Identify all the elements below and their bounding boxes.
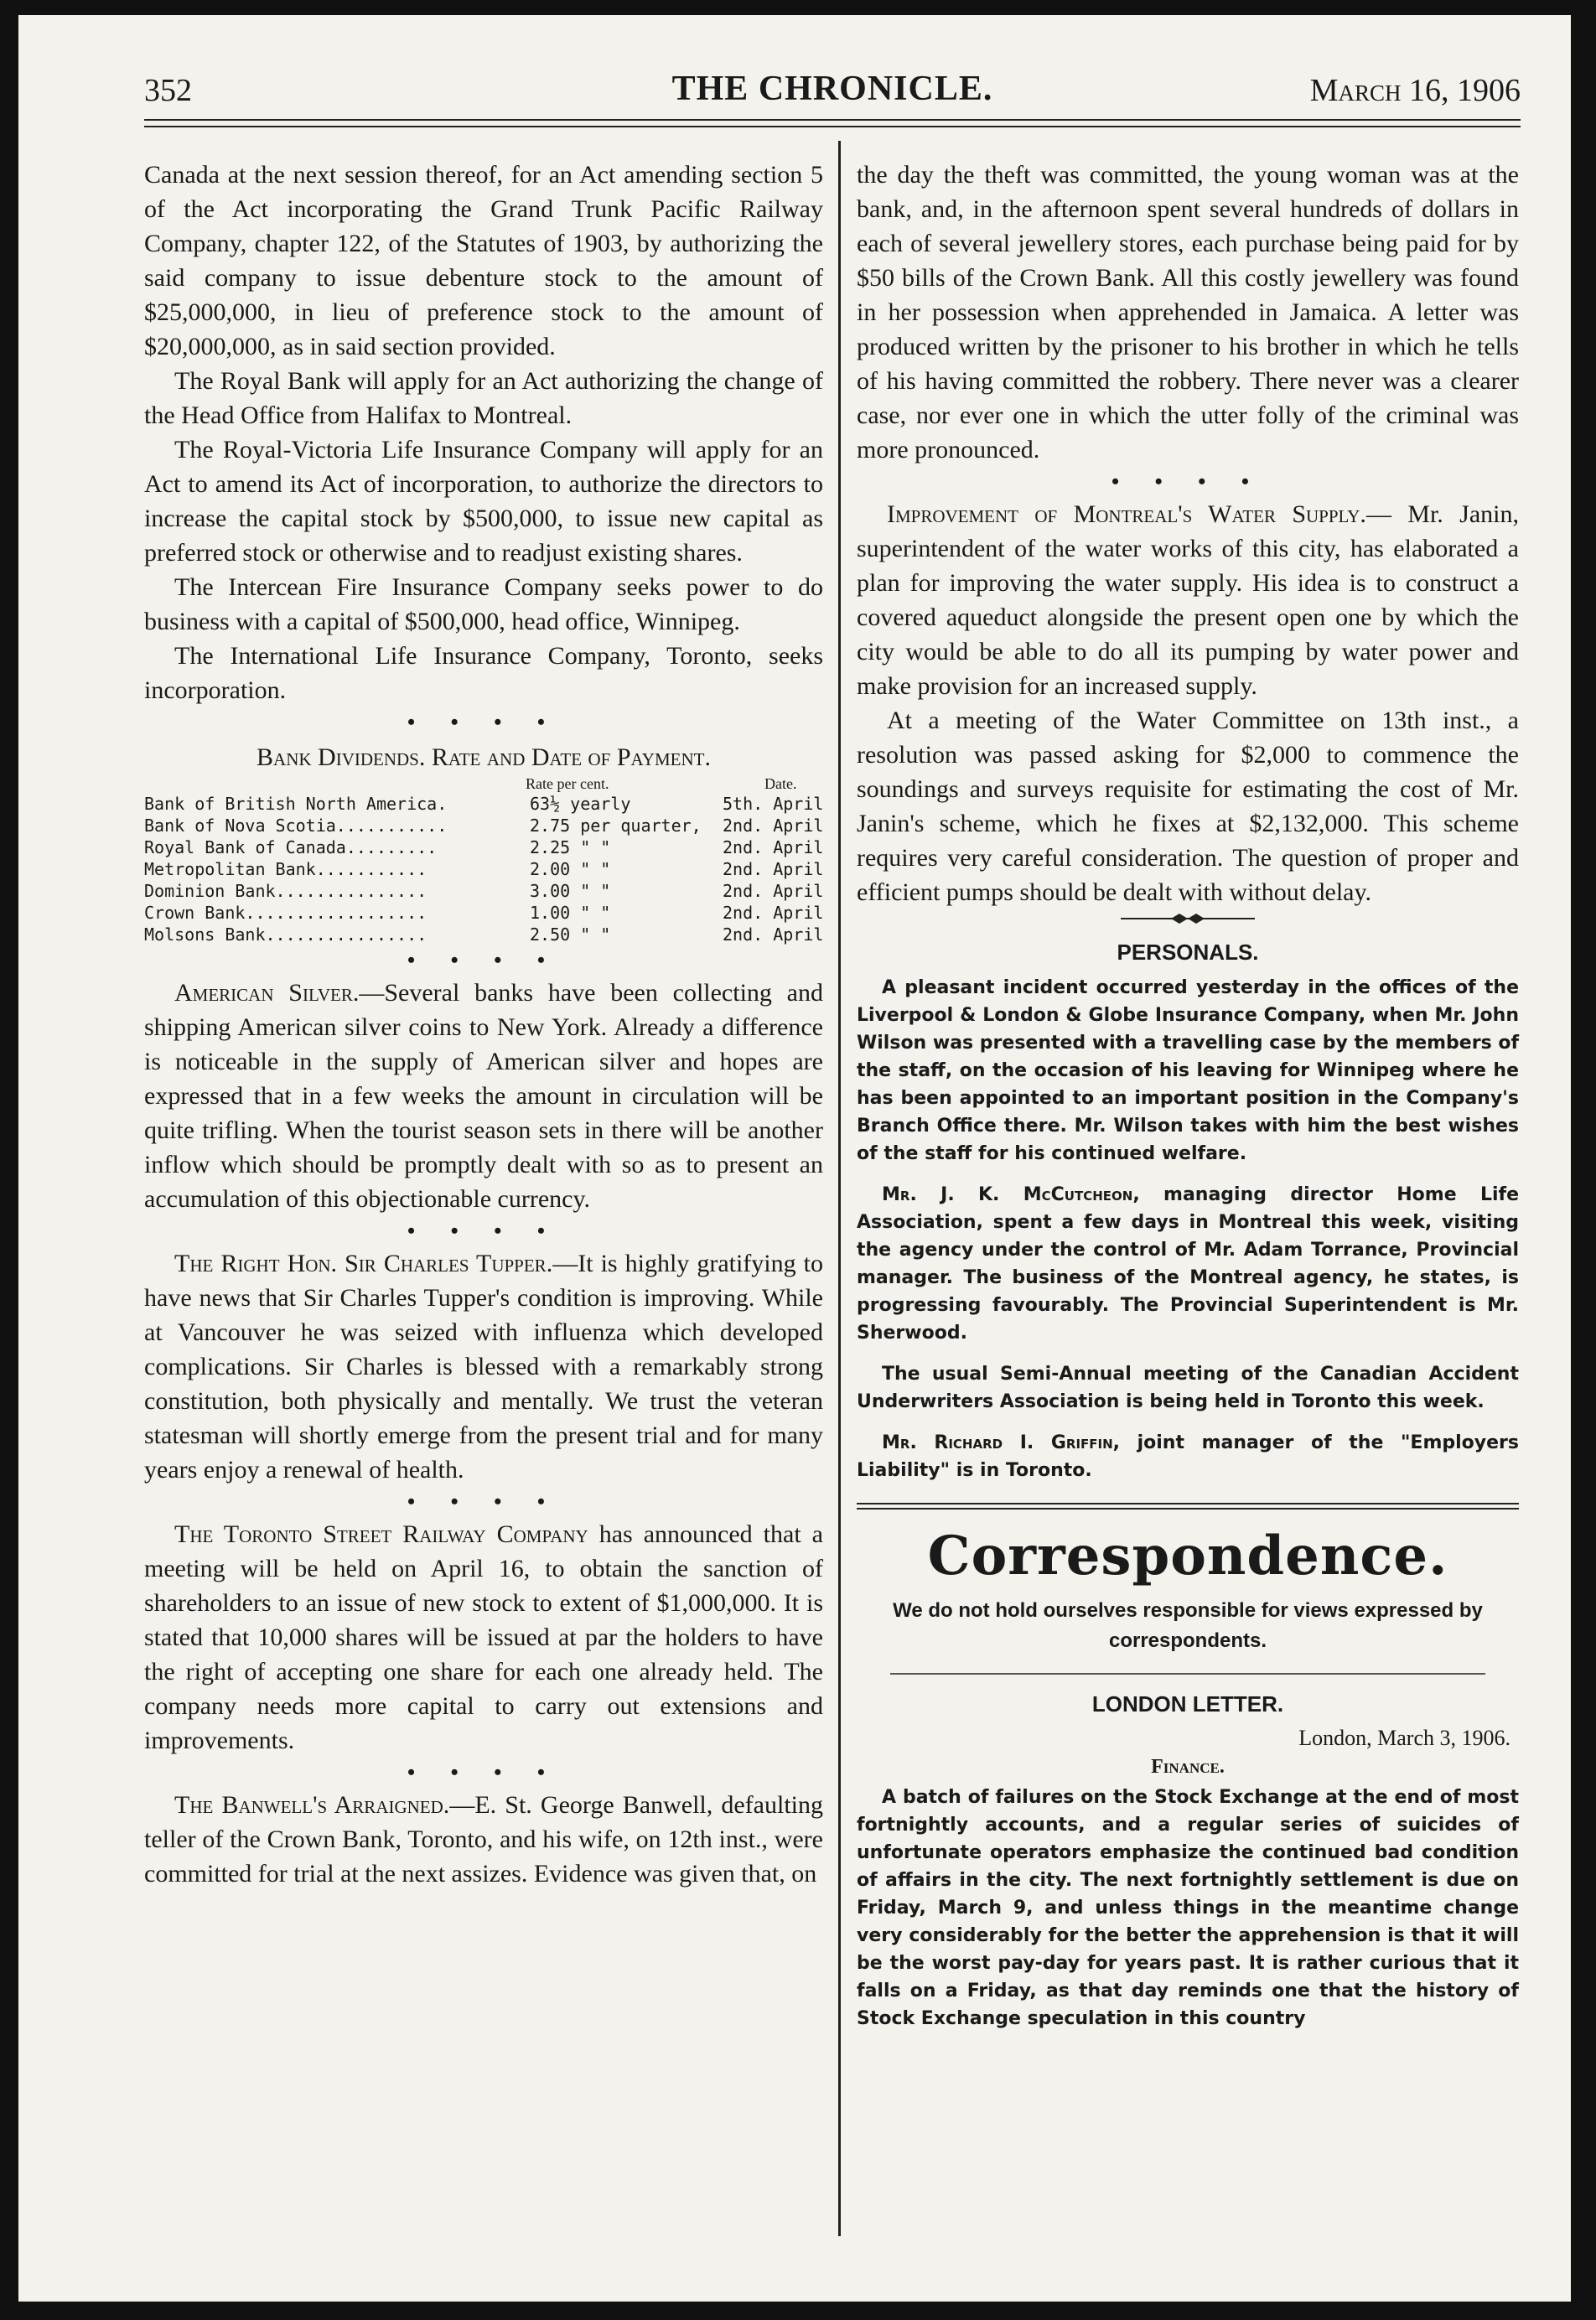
section-separator: • • • • [407, 1219, 560, 1243]
article-body: —Several banks have been collecting and shipping American silver coins to New York. Already a difference is noticeable in the supply of American silver and hopes are expressed that in a few weeks the amount in circulation will be quite trifling. When the tourist season sets in there will be another inflow which should be promptly dealt with so as to present an accumulation of this objectionable currency. [144, 979, 823, 1213]
issue-date: March 16, 1906 [1309, 73, 1521, 108]
bank-name: Molsons Bank................ [144, 924, 428, 945]
section-rule [890, 1673, 1485, 1675]
article-heading: The Right Hon. Sir Charles Tupper. [174, 1250, 553, 1277]
section-separator: • • • • [1112, 469, 1264, 494]
bank-name: Metropolitan Bank........... [144, 859, 428, 879]
article-heading: American Silver. [174, 979, 360, 1007]
section-separator: • • • • [407, 1489, 560, 1514]
table-row [144, 924, 823, 945]
personal-item [857, 1181, 1519, 1347]
personal-item [857, 1429, 1519, 1484]
article-paragraph: Canada at the next session thereof, for an Act amending section 5 of the Act incorporating the Grand Trunk Pacific Railway Company, chapter 122, of the Statutes of 1903, by authorizing the said company to issue debenture stock to the amount of $25,000,000, in lieu of preference stock to the amount of $20,000,000, as in said section provided. [144, 161, 823, 360]
london-letter-heading: LONDON LETTER. [1091, 1691, 1284, 1717]
article-body: — Mr. Janin, superintendent of the water works of this city, has elaborated a plan for improving the water supply. His idea is to construct a covered aqueduct alongside the present open one by which the city would be able to do all its pumping by water power and make provision for an increased supply. [857, 500, 1520, 700]
bank-name: Crown Bank.................. [144, 903, 428, 923]
bank-name: Bank of Nova Scotia........... [144, 816, 448, 836]
payment-date: 2nd. April [723, 903, 824, 923]
article-paragraph: At a meeting of the Water Committee on 13th inst., a resolution was passed asking for $2,000 to commence the soundings and surveys requisite for estimating the cost of Mr. Janin's scheme, which he fixes at $2,132,000. This scheme requires very careful consideration. The question of proper and efficient pumps should be dealt with without delay. [857, 707, 1519, 906]
article-paragraph: The Royal Bank will apply for an Act authorizing the change of the Head Office from Halifax to Montreal. [144, 367, 823, 429]
london-letter-body: A batch of failures on the Stock Exchange at the end of most fortnightly accounts, and a regular series of suicides of unfortunate operators emphasize the continued bad condition of affairs in the city. The next fortnightly settlement is due on Friday, March 9, and unless things in the meantime change very considerably for the better the apprehension is that it will be the worst pay-day for years past. It is rather curious that it falls on a Friday, as that day reminds one that the history of Stock Exchange speculation in this country [857, 1787, 1519, 2029]
article-tupper [144, 1246, 823, 1487]
article-paragraph: the day the theft was committed, the young woman was at the bank, and, in the afternoon spent several hundreds of dollars in each of several jewellery stores, each purchase being paid for by $50 bills of the Crown Bank. All this costly jewellery was found in her possession when apprehended in Jamaica. A letter was produced written by the prisoner to his brother in which he tells of his having committed the robbery. There never was a clearer case, nor ever one in which the utter folly of the criminal was more pronounced. [857, 161, 1519, 463]
personal-text: joint manager of the "Employers Liability" is in Toronto. [857, 1432, 1519, 1481]
payment-date: 5th. April [723, 794, 824, 814]
payment-date: 2nd. April [723, 859, 824, 879]
person-name: Mr. J. K. McCutcheon, [882, 1184, 1140, 1205]
personals-heading: PERSONALS. [1117, 940, 1259, 965]
table-row [144, 793, 823, 815]
article-body: has announced that a meeting will be held on April 16, to obtain the sanction of shareholders to an issue of new stock to extent of $1,000,000. It is stated that 10,000 shares will be issued at par the holders to have the right of accepting one share for each one already held. The company needs more capital to carry out extensions and improvements. [144, 1520, 823, 1754]
article-heading: Improvement of Montreal's Water Supply. [887, 500, 1366, 528]
article-american-silver [144, 976, 823, 1216]
article-paragraph: The International Life Insurance Company, Toronto, seeks incorporation. [144, 642, 823, 704]
dividends-subheader [144, 774, 823, 793]
article-body: —It is highly gratifying to have news that Sir Charles Tupper's condition is improving. While at Vancouver he was seized with influenza which developed complications. Sir Charles is blessed with a remarkably strong constitution, both physically and mentally. We trust the veteran statesman will shortly emerge from the present trial and for many years enjoy a renewal of health. [144, 1250, 824, 1484]
bank-name: Bank of British North America. [144, 794, 448, 814]
correspondence-title: Correspondence. [927, 1525, 1448, 1587]
section-separator: • • • • [407, 948, 560, 972]
dividend-rate: 1.00 " " [530, 903, 611, 923]
page-number: 352 [144, 73, 192, 108]
table-row [144, 836, 823, 858]
personal-item: The usual Semi-Annual meeting of the Canadian Accident Underwriters Association is being held in Toronto this week. [857, 1364, 1519, 1412]
page-header [144, 65, 1521, 124]
table-row [144, 880, 823, 902]
article-heading: The Toronto Street Railway Company [174, 1520, 588, 1548]
dividend-rate: 2.75 per quarter, [530, 816, 702, 836]
col-rate-header: Rate per cent. [526, 775, 609, 792]
bank-name: Dominion Bank............... [144, 881, 428, 901]
dividend-rate: 3.00 " " [530, 881, 611, 901]
article-banwell [144, 1788, 823, 1891]
dividends-table [144, 741, 823, 945]
payment-date: 2nd. April [723, 881, 824, 901]
ornament-divider [857, 909, 1519, 933]
dividend-rate: 2.25 " " [530, 837, 611, 857]
subheading-finance: Finance. [1151, 1756, 1225, 1778]
personal-item: A pleasant incident occurred yesterday in the offices of the Liverpool & London & Globe Insurance Company, when Mr. John Wilson was presented with a travelling case by the members of the staff, on the occasion of his leaving for Winnipeg where he has been appointed to an important position in the Company's Branch Office there. Mr. Wilson takes with him the best wishes of the staff for his continued welfare. [857, 977, 1520, 1164]
payment-date: 2nd. April [723, 837, 824, 857]
dateline: London, March 3, 1906. [1298, 1726, 1510, 1750]
ornament-icon [1121, 910, 1255, 927]
masthead-title: THE CHRONICLE. [671, 70, 993, 108]
article-heading: The Banwell's Arraigned. [174, 1791, 450, 1819]
table-row [144, 902, 823, 924]
correspondence-disclaimer: We do not hold ourselves responsible for views expressed by correspondents. [893, 1599, 1483, 1652]
dividends-heading: Bank Dividends. Rate and Date of Payment. [256, 743, 711, 771]
article-paragraph: The Royal-Victoria Life Insurance Company will apply for an Act to amend its Act of incorporation, to authorize the directors to increase the capital stock by $500,000, to issue new capital as preferred stock or otherwise and to readjust existing shares. [144, 436, 823, 567]
newspaper-page [18, 15, 1571, 2302]
header-rule [144, 119, 1521, 127]
bank-name: Royal Bank of Canada......... [144, 837, 438, 857]
person-name: Mr. Richard I. Griffin, [882, 1432, 1121, 1453]
section-separator: • • • • [407, 1760, 560, 1784]
payment-date: 2nd. April [723, 816, 824, 836]
section-separator: • • • • [407, 710, 560, 734]
dividend-rate: 2.50 " " [530, 924, 611, 945]
article-body: —E. St. George Banwell, defaulting teller of the Crown Bank, Toronto, and his wife, on 12th inst., were committed for trial at the next assizes. Evidence was given that, on [144, 1791, 823, 1888]
table-row [144, 815, 823, 836]
article-toronto-railway [144, 1517, 823, 1758]
table-row [144, 858, 823, 880]
left-column [144, 158, 823, 1891]
col-date-header: Date. [764, 775, 797, 792]
column-divider [838, 141, 841, 2236]
section-rule [857, 1503, 1519, 1510]
right-column [857, 158, 1519, 2033]
dividend-rate: 63½ yearly [530, 794, 631, 814]
payment-date: 2nd. April [723, 924, 824, 945]
dividend-rate: 2.00 " " [530, 859, 611, 879]
personal-text: managing director Home Life Association, spent a few days in Montreal this week, visiting the agency under the control of Mr. Adam Torrance, Provincial manager. The business of the Montreal agency, he states, is progressing favourably. The Provincial Superintendent is Mr. Sherwood. [857, 1184, 1520, 1344]
article-water-supply [857, 497, 1519, 703]
article-paragraph: The Intercean Fire Insurance Company seeks power to do business with a capital of $500,000, head office, Winnipeg. [144, 573, 823, 635]
